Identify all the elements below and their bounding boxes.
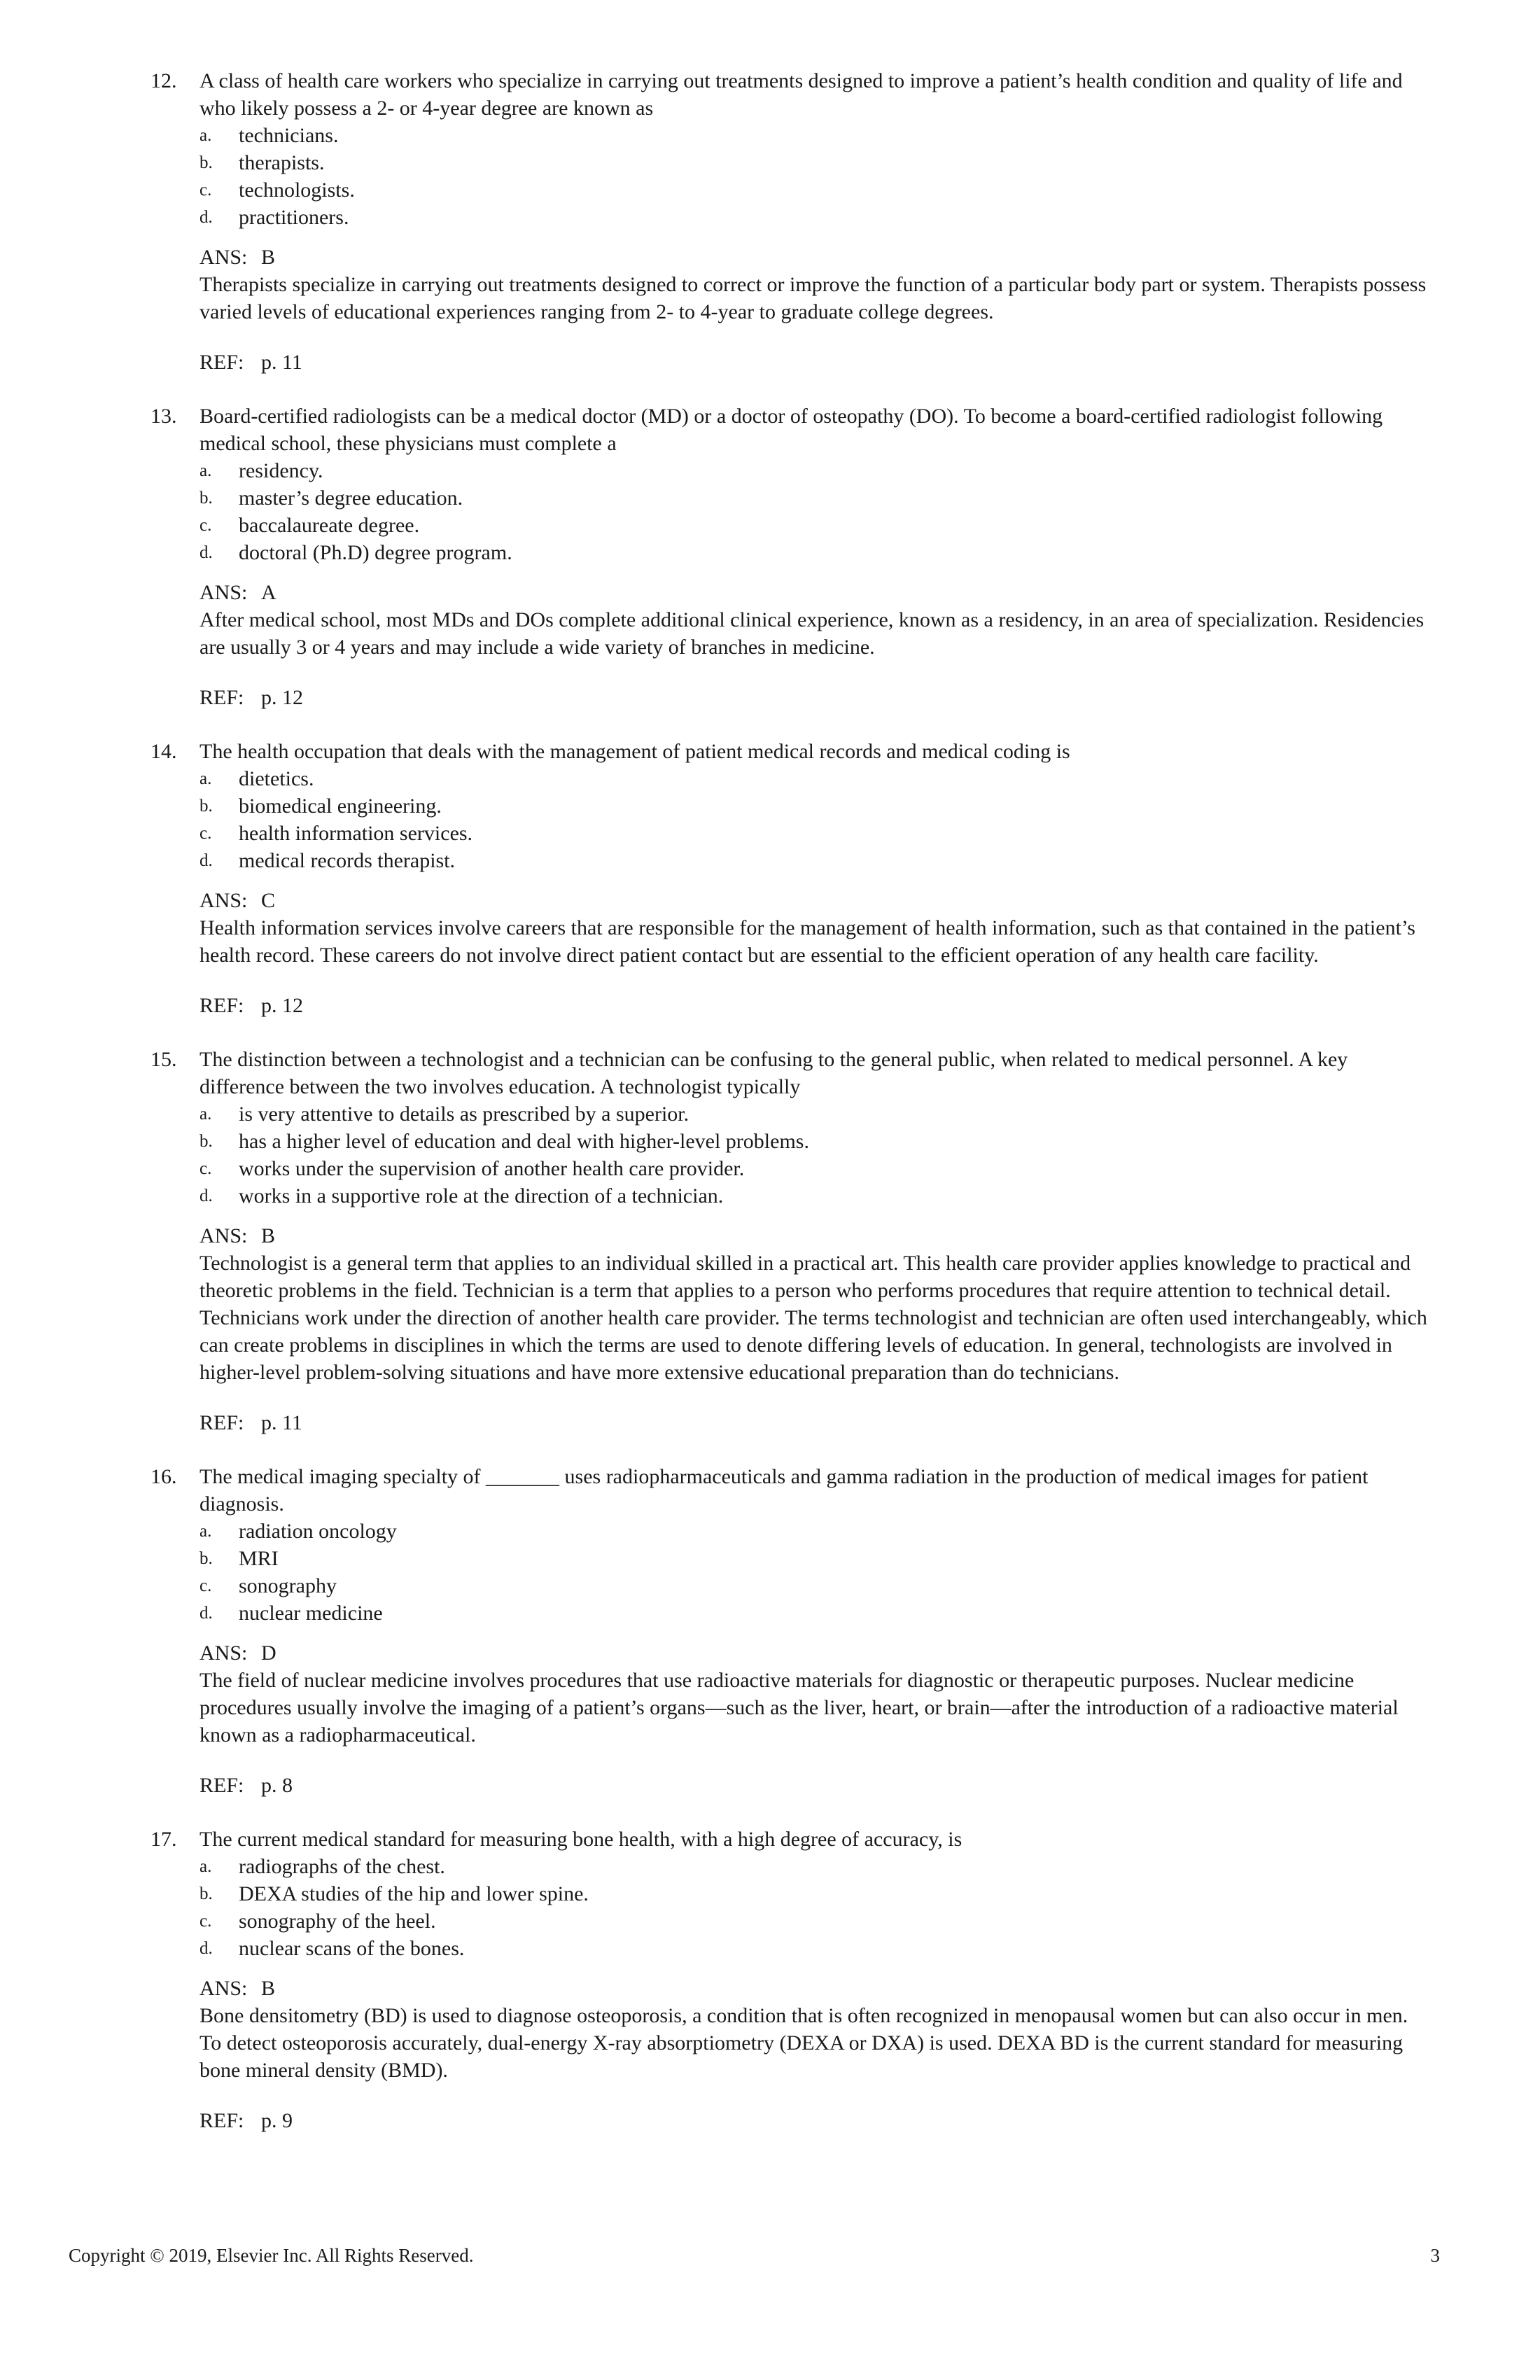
choice-text: health information services.: [239, 822, 473, 845]
answer-label: ANS:: [200, 889, 248, 912]
choice-text: sonography: [239, 1574, 337, 1597]
reference-label: REF:: [200, 351, 244, 374]
choice-letter: a.: [200, 769, 212, 788]
choice-text: radiographs of the chest.: [239, 1855, 445, 1878]
choice-letter: a.: [200, 126, 212, 145]
answer-choice: [200, 1182, 1432, 1210]
reference-line: [200, 992, 1432, 1019]
answer-label: ANS:: [200, 1224, 248, 1247]
choice-text: residency.: [239, 459, 323, 482]
reference-page: p. 8: [261, 1774, 293, 1797]
choice-letter: c.: [200, 1576, 212, 1595]
choice-letter: d.: [200, 543, 213, 562]
choice-letter: a.: [200, 1522, 212, 1541]
answer-choice: [200, 457, 1432, 484]
choice-letter: d.: [200, 1186, 213, 1205]
answer-choice: [200, 176, 1432, 204]
answer-label: ANS:: [200, 581, 248, 604]
question-number: 14.: [150, 740, 177, 763]
choice-text: DEXA studies of the hip and lower spine.: [239, 1882, 589, 1905]
reference-line: [200, 2107, 1432, 2134]
reference-line: [200, 349, 1432, 376]
reference-label: REF:: [200, 2109, 244, 2132]
answer-choice: [200, 847, 1432, 874]
choice-text: technologists.: [239, 178, 355, 202]
question-item: [150, 67, 1432, 376]
question-stem: The distinction between a technologist and a technician can be confusing to the general public, when related to medical personnel. A key difference between the two involves education. A technologist typically: [200, 1048, 1348, 1098]
answer-choices: [200, 1100, 1432, 1210]
choice-text: dietetics.: [239, 767, 314, 790]
choice-letter: c.: [200, 824, 212, 843]
question-list: [150, 67, 1432, 2134]
answer-line: [200, 1975, 1432, 2002]
reference-page: p. 12: [261, 994, 303, 1017]
answer-rationale: Therapists specialize in carrying out treatments designed to correct or improve the function of a particular body part or system. Therapists possess varied levels of educational experiences ranging from 2- to 4-year to graduate college degrees.: [200, 273, 1427, 323]
choice-text: MRI: [239, 1547, 279, 1570]
reference-line: [200, 684, 1432, 711]
answer-rationale: Health information services involve careers that are responsible for the management of health information, such as that contained in the patient’s health record. These careers do not involve direct patient contact but are essential to the efficient operation of any health care facility.: [200, 916, 1415, 967]
answer-label: ANS:: [200, 1977, 248, 2000]
answer-choice: [200, 204, 1432, 231]
question-item: [150, 402, 1432, 711]
choice-letter: a.: [200, 1105, 212, 1124]
answer-label: ANS:: [200, 246, 248, 269]
question-stem: A class of health care workers who specialize in carrying out treatments designed to improve a patient’s health condition and quality of life and who likely possess a 2- or 4-year degree are known as: [200, 69, 1403, 120]
answer-choice: [200, 1100, 1432, 1128]
choice-text: doctoral (Ph.D) degree program.: [239, 541, 512, 564]
reference-page: p. 11: [261, 1411, 302, 1434]
answer-choice: [200, 512, 1432, 539]
choice-text: nuclear medicine: [239, 1602, 383, 1625]
answer-choices: [200, 765, 1432, 874]
answer-line: [200, 244, 1432, 271]
choice-letter: c.: [200, 1912, 212, 1931]
choice-letter: b.: [200, 1884, 213, 1903]
answer-choice: [200, 1155, 1432, 1182]
question-number: 12.: [150, 69, 177, 92]
copyright-notice: Copyright © 2019, Elsevier Inc. All Rights Reserved.: [69, 2245, 474, 2266]
answer-key: C: [261, 889, 276, 912]
reference-line: [200, 1409, 1432, 1436]
answer-rationale: The field of nuclear medicine involves procedures that use radioactive materials for diagnostic or therapeutic purposes. Nuclear medicine procedures usually involve the imaging of a patient’s organs—such as the liver, heart, or brain—after the introduction of a radioactive material known as a radiopharmaceutical.: [200, 1669, 1399, 1746]
reference-page: p. 9: [261, 2109, 293, 2132]
choice-text: works under the supervision of another health care provider.: [239, 1157, 745, 1180]
choice-text: master’s degree education.: [239, 486, 463, 510]
choice-letter: d.: [200, 208, 213, 227]
question-stem: The current medical standard for measuring bone health, with a high degree of accuracy, is: [200, 1828, 962, 1851]
reference-page: p. 11: [261, 351, 302, 374]
answer-rationale: Technologist is a general term that applies to an individual skilled in a practical art. This health care provider applies knowledge to practical and theoretic problems in the field. Technician is a term that applies to a person who performs procedures that require attention to technical detail. Technicians work under the direction of another health care provider. The terms technologist and technician are often used interchangeably, which can create problems in disciplines in which the terms are used to denote differing levels of education. In general, technologists are involved in higher-level problem-solving situations and have more extensive educational preparation than do technicians.: [200, 1252, 1427, 1384]
question-stem: The health occupation that deals with the management of patient medical records and medical coding is: [200, 740, 1070, 763]
answer-key: B: [261, 1977, 276, 2000]
reference-line: [200, 1772, 1432, 1799]
choice-text: radiation oncology: [239, 1520, 397, 1543]
answer-rationale: Bone densitometry (BD) is used to diagnose osteoporosis, a condition that is often recognized in menopausal women but can also occur in men. To detect osteoporosis accurately, dual-energy X-ray absorptiometry (DEXA or DXA) is used. DEXA BD is the current standard for measuring bone mineral density (BMD).: [200, 2004, 1408, 2082]
choice-letter: b.: [200, 1132, 213, 1151]
choice-text: therapists.: [239, 151, 325, 174]
choice-letter: d.: [200, 1604, 213, 1623]
question-item: [150, 738, 1432, 1019]
page-number: 3: [1430, 2245, 1440, 2266]
reference-label: REF:: [200, 1774, 244, 1797]
reference-label: REF:: [200, 994, 244, 1017]
answer-choice: [200, 149, 1432, 176]
question-number: 13.: [150, 405, 177, 428]
answer-choice: [200, 1545, 1432, 1572]
answer-key: B: [261, 1224, 276, 1247]
choice-text: medical records therapist.: [239, 849, 456, 872]
answer-rationale: After medical school, most MDs and DOs complete additional clinical experience, known as a residency, in an area of specialization. Residencies are usually 3 or 4 years and may include a wide variety of branches in medicine.: [200, 608, 1424, 659]
choice-letter: c.: [200, 181, 212, 200]
answer-choice: [200, 484, 1432, 512]
choice-text: is very attentive to details as prescribed by a superior.: [239, 1102, 690, 1126]
question-stem: The medical imaging specialty of _______ uses radiopharmaceuticals and gamma radiation in the production of medical images for patient diagnosis.: [200, 1465, 1368, 1516]
answer-line: [200, 887, 1432, 914]
choice-letter: a.: [200, 1857, 212, 1876]
question-number: 17.: [150, 1828, 177, 1851]
choice-text: has a higher level of education and deal with higher-level problems.: [239, 1130, 809, 1153]
answer-choice: [200, 792, 1432, 820]
answer-choices: [200, 1853, 1432, 1962]
question-item: [150, 1826, 1432, 2134]
choice-text: nuclear scans of the bones.: [239, 1937, 465, 1960]
choice-text: baccalaureate degree.: [239, 514, 420, 537]
answer-choice: [200, 1572, 1432, 1600]
answer-line: [200, 1222, 1432, 1250]
answer-choice: [200, 539, 1432, 566]
question-item: [150, 1046, 1432, 1436]
answer-choice: [200, 1128, 1432, 1155]
question-stem: Board-certified radiologists can be a medical doctor (MD) or a doctor of osteopathy (DO). To become a board-certified radiologist following medical school, these physicians must complete a: [200, 405, 1383, 455]
reference-page: p. 12: [261, 686, 303, 709]
answer-choices: [200, 122, 1432, 231]
choice-letter: c.: [200, 516, 212, 535]
answer-choice: [200, 1907, 1432, 1935]
answer-choices: [200, 457, 1432, 566]
answer-choice: [200, 1518, 1432, 1545]
answer-choice: [200, 122, 1432, 149]
choice-text: sonography of the heel.: [239, 1910, 436, 1933]
answer-choices: [200, 1518, 1432, 1627]
answer-choice: [200, 1853, 1432, 1880]
answer-choice: [200, 1935, 1432, 1962]
choice-letter: b.: [200, 1549, 213, 1568]
answer-line: [200, 1639, 1432, 1667]
answer-choice: [200, 1600, 1432, 1627]
choice-letter: b.: [200, 797, 213, 816]
choice-letter: d.: [200, 1939, 213, 1958]
answer-key: A: [261, 581, 276, 604]
answer-key: B: [261, 246, 276, 269]
choice-letter: b.: [200, 153, 213, 172]
question-item: [150, 1463, 1432, 1799]
choice-letter: a.: [200, 461, 212, 480]
question-number: 16.: [150, 1465, 177, 1488]
answer-choice: [200, 1880, 1432, 1907]
answer-label: ANS:: [200, 1642, 248, 1665]
choice-letter: b.: [200, 489, 213, 507]
answer-key: D: [261, 1642, 276, 1665]
answer-choice: [200, 765, 1432, 792]
choice-letter: c.: [200, 1159, 212, 1178]
question-number: 15.: [150, 1048, 177, 1071]
choice-text: biomedical engineering.: [239, 794, 442, 818]
choice-text: practitioners.: [239, 206, 349, 229]
answer-line: [200, 579, 1432, 606]
answer-choice: [200, 820, 1432, 847]
choice-text: technicians.: [239, 124, 339, 147]
choice-text: works in a supportive role at the direction of a technician.: [239, 1184, 724, 1208]
choice-letter: d.: [200, 851, 213, 870]
reference-label: REF:: [200, 1411, 244, 1434]
reference-label: REF:: [200, 686, 244, 709]
